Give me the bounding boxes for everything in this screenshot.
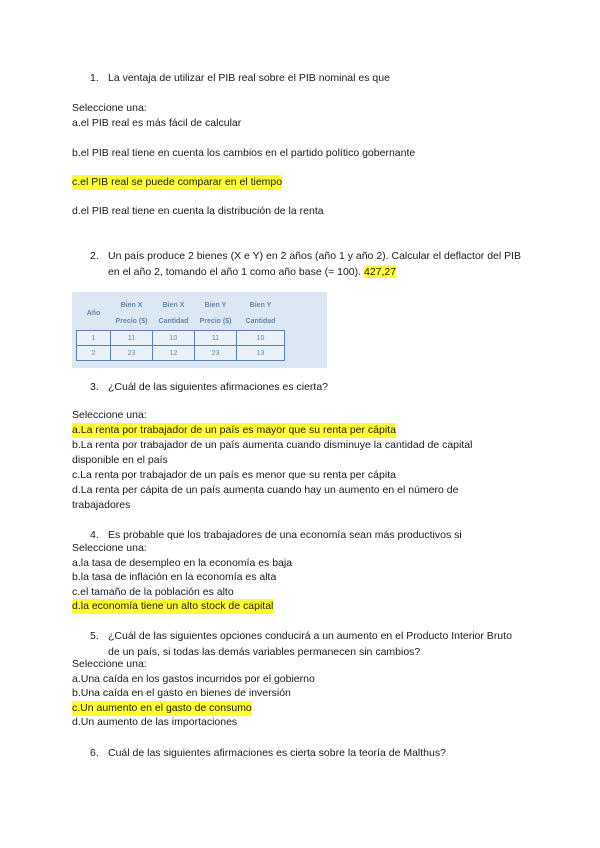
q5-prompt: Seleccione una: bbox=[72, 658, 147, 670]
th-price-x: Precio ($) bbox=[115, 318, 148, 325]
cell: 12 bbox=[153, 346, 195, 361]
q5-number: 5. bbox=[90, 630, 99, 642]
table-row bbox=[77, 331, 285, 346]
q4-text: Es probable que los trabajadores de una economía sean más productivos si bbox=[108, 529, 462, 541]
q3-option-c: c.La renta por trabajador de un país es menor que su renta per cápita bbox=[72, 469, 396, 481]
th-bieny-1: Bien Y bbox=[204, 302, 227, 309]
th-bienx-2: Bien X bbox=[162, 302, 185, 309]
th-bieny-2: Bien Y bbox=[249, 302, 272, 309]
cell: 1 bbox=[77, 331, 111, 346]
cell: 23 bbox=[111, 346, 153, 361]
q5-option-c-correct: c.Un aumento en el gasto de consumo bbox=[72, 702, 252, 714]
q6-text: Cuál de las siguientes afirmaciones es cierta sobre la teoría de Malthus? bbox=[108, 747, 446, 759]
cell: 2 bbox=[77, 346, 111, 361]
cell: 10 bbox=[237, 331, 285, 346]
cell: 11 bbox=[111, 331, 153, 346]
q3-option-a-correct: a.La renta por trabajador de un país es mayor que su renta per cápita bbox=[72, 424, 396, 436]
th-qty-y: Cantidad bbox=[245, 318, 276, 325]
cell: 11 bbox=[195, 331, 237, 346]
q4-prompt: Seleccione una: bbox=[72, 542, 147, 554]
q4-option-d-correct: d.la economía tiene un alto stock de capital bbox=[72, 600, 274, 612]
q4-option-c: c.el tamaño de la población es alto bbox=[72, 586, 234, 598]
q5-option-b: b.Una caída en el gasto en bienes de inversión bbox=[72, 687, 291, 699]
cell: 10 bbox=[153, 331, 195, 346]
data-table-image bbox=[72, 292, 327, 368]
q5-text: ¿Cuál de las siguientes opciones conducirá a un aumento en el Producto Interior Bruto de un país, si todas las demás variables permanecen sin cambios? bbox=[108, 630, 512, 658]
q3-text: ¿Cuál de las siguientes afirmaciones es cierta? bbox=[108, 381, 329, 393]
q1-option-c-correct: c.el PIB real se puede comparar en el tiempo bbox=[72, 176, 283, 188]
q5-option-a: a.Una caída en los gastos incurridos por el gobierno bbox=[72, 673, 315, 685]
table-row bbox=[77, 346, 285, 361]
q1-option-a: a.el PIB real es más fácil de calcular bbox=[72, 117, 242, 129]
th-price-y: Precio ($) bbox=[199, 318, 232, 325]
q1-option-d: d.el PIB real tiene en cuenta la distribución de la renta bbox=[72, 205, 324, 217]
th-bienx-1: Bien X bbox=[120, 302, 143, 309]
q6-number: 6. bbox=[90, 747, 99, 759]
q1-number: 1. bbox=[90, 72, 99, 84]
q2-number: 2. bbox=[90, 250, 99, 262]
q4-option-b: b.la tasa de inflación en la economía es alta bbox=[72, 571, 277, 583]
q1-text: La ventaja de utilizar el PIB real sobre el PIB nominal es que bbox=[108, 72, 390, 84]
q2-text-block bbox=[108, 248, 528, 280]
th-qty-x: Cantidad bbox=[158, 318, 189, 325]
cell: 23 bbox=[195, 346, 237, 361]
q3-option-d: d.La renta per cápita de un país aumenta cuando hay un aumento en el número de trabajadores bbox=[72, 484, 459, 511]
q5-option-d: d.Un aumento de las importaciones bbox=[72, 716, 238, 728]
q1-prompt: Seleccione una: bbox=[72, 102, 147, 114]
cell: 13 bbox=[237, 346, 285, 361]
q2-answer: 427,27 bbox=[363, 266, 397, 278]
th-year: Año bbox=[86, 310, 101, 317]
q4-option-a: a.la tasa de desempleo en la economía es baja bbox=[72, 557, 293, 569]
q2-text: Un país produce 2 bienes (X e Y) en 2 años (año 1 y año 2). Calcular el deflactor del PIB en el año 2, tomando el año 1 como año base (= 100). bbox=[108, 250, 522, 278]
q3-number: 3. bbox=[90, 381, 99, 393]
data-table bbox=[76, 298, 285, 361]
q1-option-b: b.el PIB real tiene en cuenta los cambios en el partido político gobernante bbox=[72, 147, 416, 159]
q3-prompt: Seleccione una: bbox=[72, 409, 147, 421]
q3-option-b: b.La renta por trabajador de un país aumenta cuando disminuye la cantidad de capital disponible en el país bbox=[72, 439, 473, 466]
q4-number: 4. bbox=[90, 529, 99, 541]
